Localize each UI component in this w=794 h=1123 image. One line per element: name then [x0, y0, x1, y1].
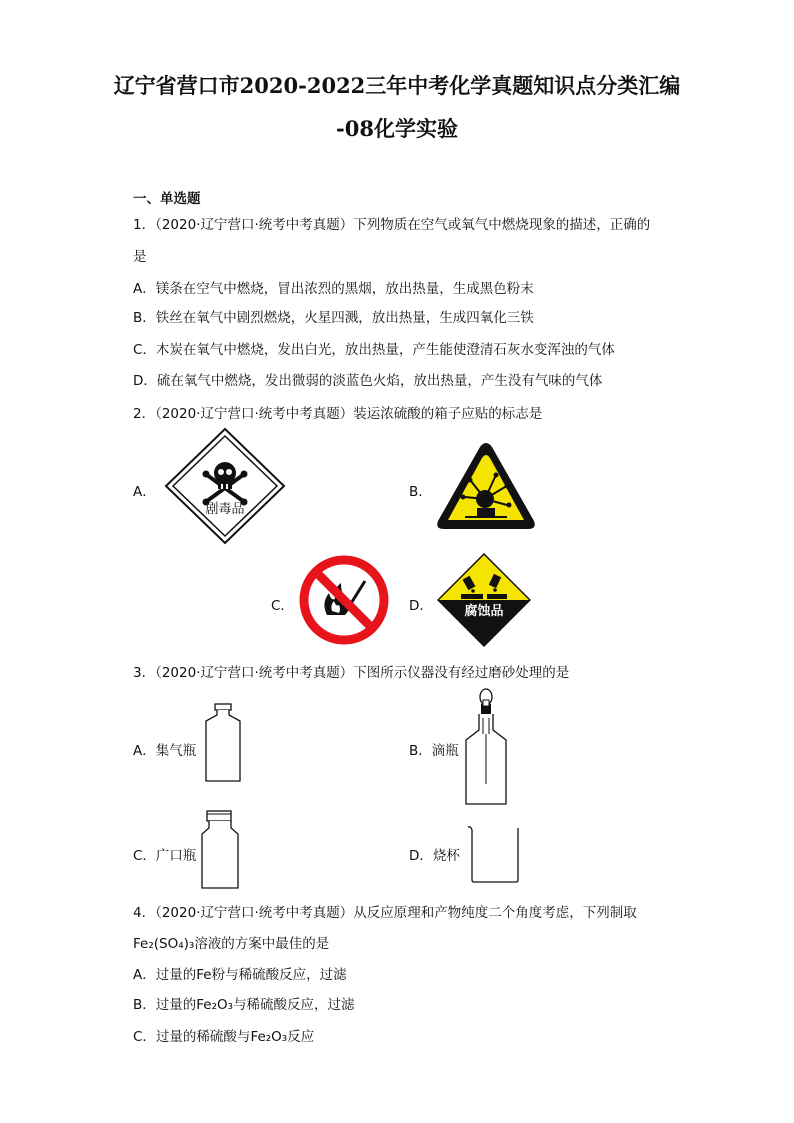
q4-option-a: A．过量的Fe粉与稀硫酸反应，过滤	[133, 967, 347, 983]
q4-stem-line1: 4．（2020·辽宁营口·统考中考真题）从反应原理和产物纯度二个角度考虑，下列制取	[133, 905, 637, 921]
q2-stem: 2．（2020·辽宁营口·统考中考真题）装运浓硫酸的箱子应贴的标志是	[133, 406, 543, 422]
q3-option-a-label: A．集气瓶	[133, 743, 197, 759]
beaker-drawing	[466, 824, 522, 888]
q1-option-d: D．硫在氧气中燃烧，发出微弱的淡蓝色火焰，放出热量，产生没有气味的气体	[133, 373, 603, 389]
q4-formula: Fe₂(SO₄)₃	[133, 936, 195, 952]
q1-stem-line1: 1．（2020·辽宁营口·统考中考真题）下列物质在空气或氧气中燃烧现象的描述，正确的	[133, 217, 651, 233]
gas-collecting-bottle-drawing	[203, 703, 243, 787]
q3-option-c-label: C．广口瓶	[133, 848, 197, 864]
q2-option-a-label: A．	[133, 484, 156, 500]
q2-option-c-label: C．	[271, 598, 294, 614]
q2-explosive-sign	[435, 441, 537, 535]
q2-no-fire-sign	[299, 555, 389, 649]
q1-stem-line2: 是	[133, 249, 147, 265]
toxic-sign-label: 剧毒品	[205, 502, 245, 517]
q1-option-b: B．铁丝在氧气中剧烈燃烧，火星四溅，放出热量，生成四氧化三铁	[133, 310, 534, 326]
q3-stem: 3．（2020·辽宁营口·统考中考真题）下图所示仪器没有经过磨砂处理的是	[133, 665, 570, 681]
q1-option-a: A．镁条在空气中燃烧，冒出浓烈的黑烟，放出热量，生成黑色粉末	[133, 281, 534, 297]
q2-toxic-sign	[163, 427, 287, 549]
q3-option-b-label: B．滴瓶	[409, 743, 459, 759]
q4-stem-line2	[133, 932, 329, 952]
section-heading: 一、单选题	[133, 191, 201, 207]
q4-option-c-formula: Fe₂O₃	[250, 1029, 288, 1045]
dropper-bottle-drawing	[464, 688, 508, 810]
q2-corrosive-sign	[437, 553, 531, 651]
q4-option-b-formula: Fe₂O₃	[196, 997, 234, 1013]
wide-mouth-bottle-drawing	[199, 810, 241, 894]
q2-option-b-label: B．	[409, 484, 432, 500]
q4-option-b-pre: B．过量的	[133, 997, 197, 1013]
q4-stem-rest: 溶液的方案中最佳的是	[194, 936, 330, 952]
q4-option-b	[133, 993, 355, 1013]
q4-option-c-post: 反应	[287, 1029, 315, 1045]
document-title-line1: 辽宁省营口市2020-2022三年中考化学真题知识点分类汇编	[113, 73, 681, 98]
corrosive-sign-label: 腐蚀品	[464, 604, 504, 619]
q4-option-b-post: 与稀硫酸反应，过滤	[233, 997, 355, 1013]
q3-option-d-label: D．烧杯	[409, 848, 460, 864]
q2-option-d-label: D．	[409, 598, 433, 614]
q4-option-c-pre: C．过量的稀硫酸与	[133, 1029, 251, 1045]
document-title-line2: -08化学实验	[336, 116, 458, 141]
q4-option-c	[133, 1025, 314, 1045]
q1-option-c: C．木炭在氧气中燃烧，发出白光，放出热量，产生能使澄清石灰水变浑浊的气体	[133, 342, 615, 358]
